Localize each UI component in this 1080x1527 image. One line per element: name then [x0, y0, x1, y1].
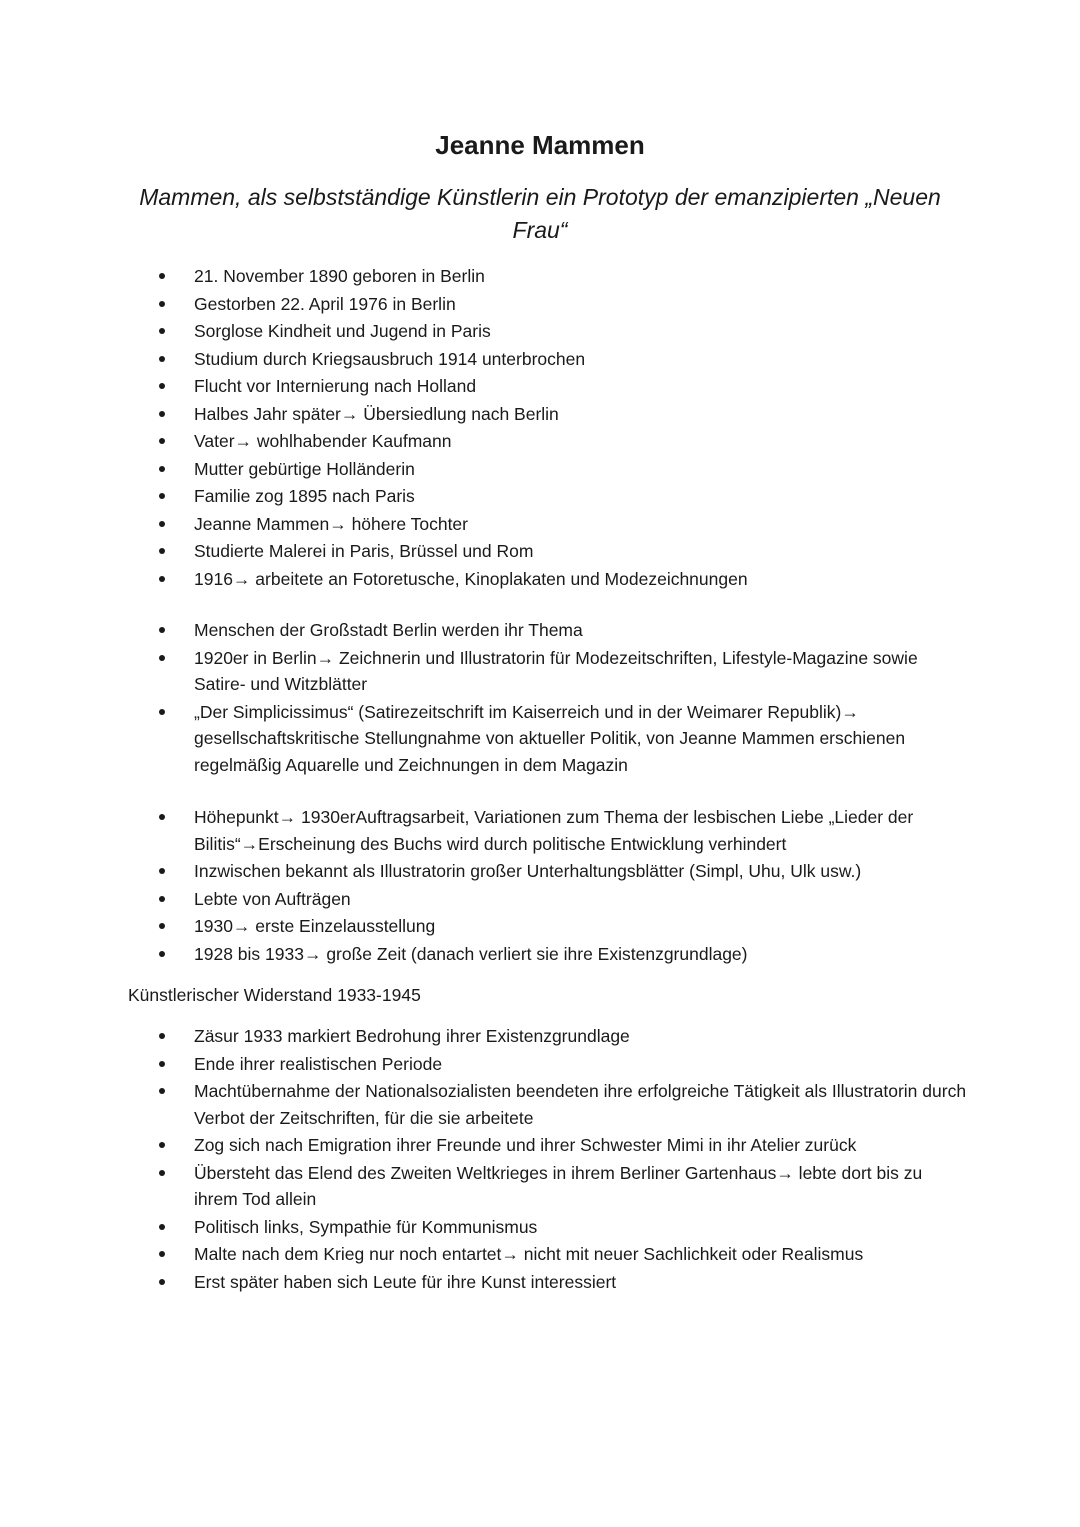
list-item: Höhepunkt→ 1930erAuftragsarbeit, Variationen zum Thema der lesbischen Liebe „Lieder der Bilitis“→Erscheinung des Buchs wird durch politische Entwicklung verhindert — [0, 804, 1080, 857]
list-item: Flucht vor Internierung nach Holland — [0, 373, 1080, 400]
list-item: 1916→ arbeitete an Fotoretusche, Kinoplakaten und Modezeichnungen — [0, 566, 1080, 593]
resistance-list — [0, 1023, 1080, 1296]
list-item: Übersteht das Elend des Zweiten Weltkrieges in ihrem Berliner Gartenhaus→ lebte dort bis zu ihrem Tod allein — [0, 1160, 1080, 1213]
list-item: Sorglose Kindheit und Jugend in Paris — [0, 318, 1080, 345]
list-item: Machtübernahme der Nationalsozialisten beendeten ihre erfolgreiche Tätigkeit als Illustratorin durch Verbot der Zeitschriften, für die sie arbeitete — [0, 1078, 1080, 1131]
list-item: Zäsur 1933 markiert Bedrohung ihrer Existenzgrundlage — [0, 1023, 1080, 1050]
list-item: Mutter gebürtige Holländerin — [0, 456, 1080, 483]
list-item: Erst später haben sich Leute für ihre Kunst interessiert — [0, 1269, 1080, 1296]
list-item: Menschen der Großstadt Berlin werden ihr Thema — [0, 617, 1080, 644]
list-item: Halbes Jahr später→ Übersiedlung nach Berlin — [0, 401, 1080, 428]
list-item: 21. November 1890 geboren in Berlin — [0, 263, 1080, 290]
list-item: Inzwischen bekannt als Illustratorin großer Unterhaltungsblätter (Simpl, Uhu, Ulk usw.) — [0, 858, 1080, 885]
list-item: „Der Simplicissimus“ (Satirezeitschrift im Kaiserreich und in der Weimarer Republik)→ gesellschaftskritische Stellungnahme von aktueller Politik, von Jeanne Mammen erschienen regelmäßig Aquarelle und Zeichnungen in dem Magazin — [0, 699, 1080, 779]
page-title: Jeanne Mammen — [435, 130, 645, 160]
berlin-work-list — [0, 617, 1080, 779]
list-item: 1930→ erste Einzelausstellung — [0, 913, 1080, 940]
biography-list — [0, 263, 1080, 593]
section-heading: Künstlerischer Widerstand 1933-1945 — [128, 985, 421, 1005]
list-item: Jeanne Mammen→ höhere Tochter — [0, 511, 1080, 538]
career-peak-list — [0, 804, 1080, 968]
list-item: Politisch links, Sympathie für Kommunismus — [0, 1214, 1080, 1241]
list-item: 1928 bis 1933→ große Zeit (danach verliert sie ihre Existenzgrundlage) — [0, 941, 1080, 968]
page-subtitle: Mammen, als selbstständige Künstlerin ein Prototyp der emanzipierten „Neuen Frau“ — [139, 184, 941, 243]
list-item: Vater→ wohlhabender Kaufmann — [0, 428, 1080, 455]
list-item: Ende ihrer realistischen Periode — [0, 1051, 1080, 1078]
list-item: Studierte Malerei in Paris, Brüssel und Rom — [0, 538, 1080, 565]
list-item: Familie zog 1895 nach Paris — [0, 483, 1080, 510]
list-item: Gestorben 22. April 1976 in Berlin — [0, 291, 1080, 318]
list-item: Lebte von Aufträgen — [0, 886, 1080, 913]
list-item: 1920er in Berlin→ Zeichnerin und Illustratorin für Modezeitschriften, Lifestyle-Magazine sowie Satire- und Witzblätter — [0, 645, 1080, 698]
list-item: Malte nach dem Krieg nur noch entartet→ nicht mit neuer Sachlichkeit oder Realismus — [0, 1241, 1080, 1268]
list-item: Studium durch Kriegsausbruch 1914 unterbrochen — [0, 346, 1080, 373]
list-item: Zog sich nach Emigration ihrer Freunde und ihrer Schwester Mimi in ihr Atelier zurück — [0, 1132, 1080, 1159]
